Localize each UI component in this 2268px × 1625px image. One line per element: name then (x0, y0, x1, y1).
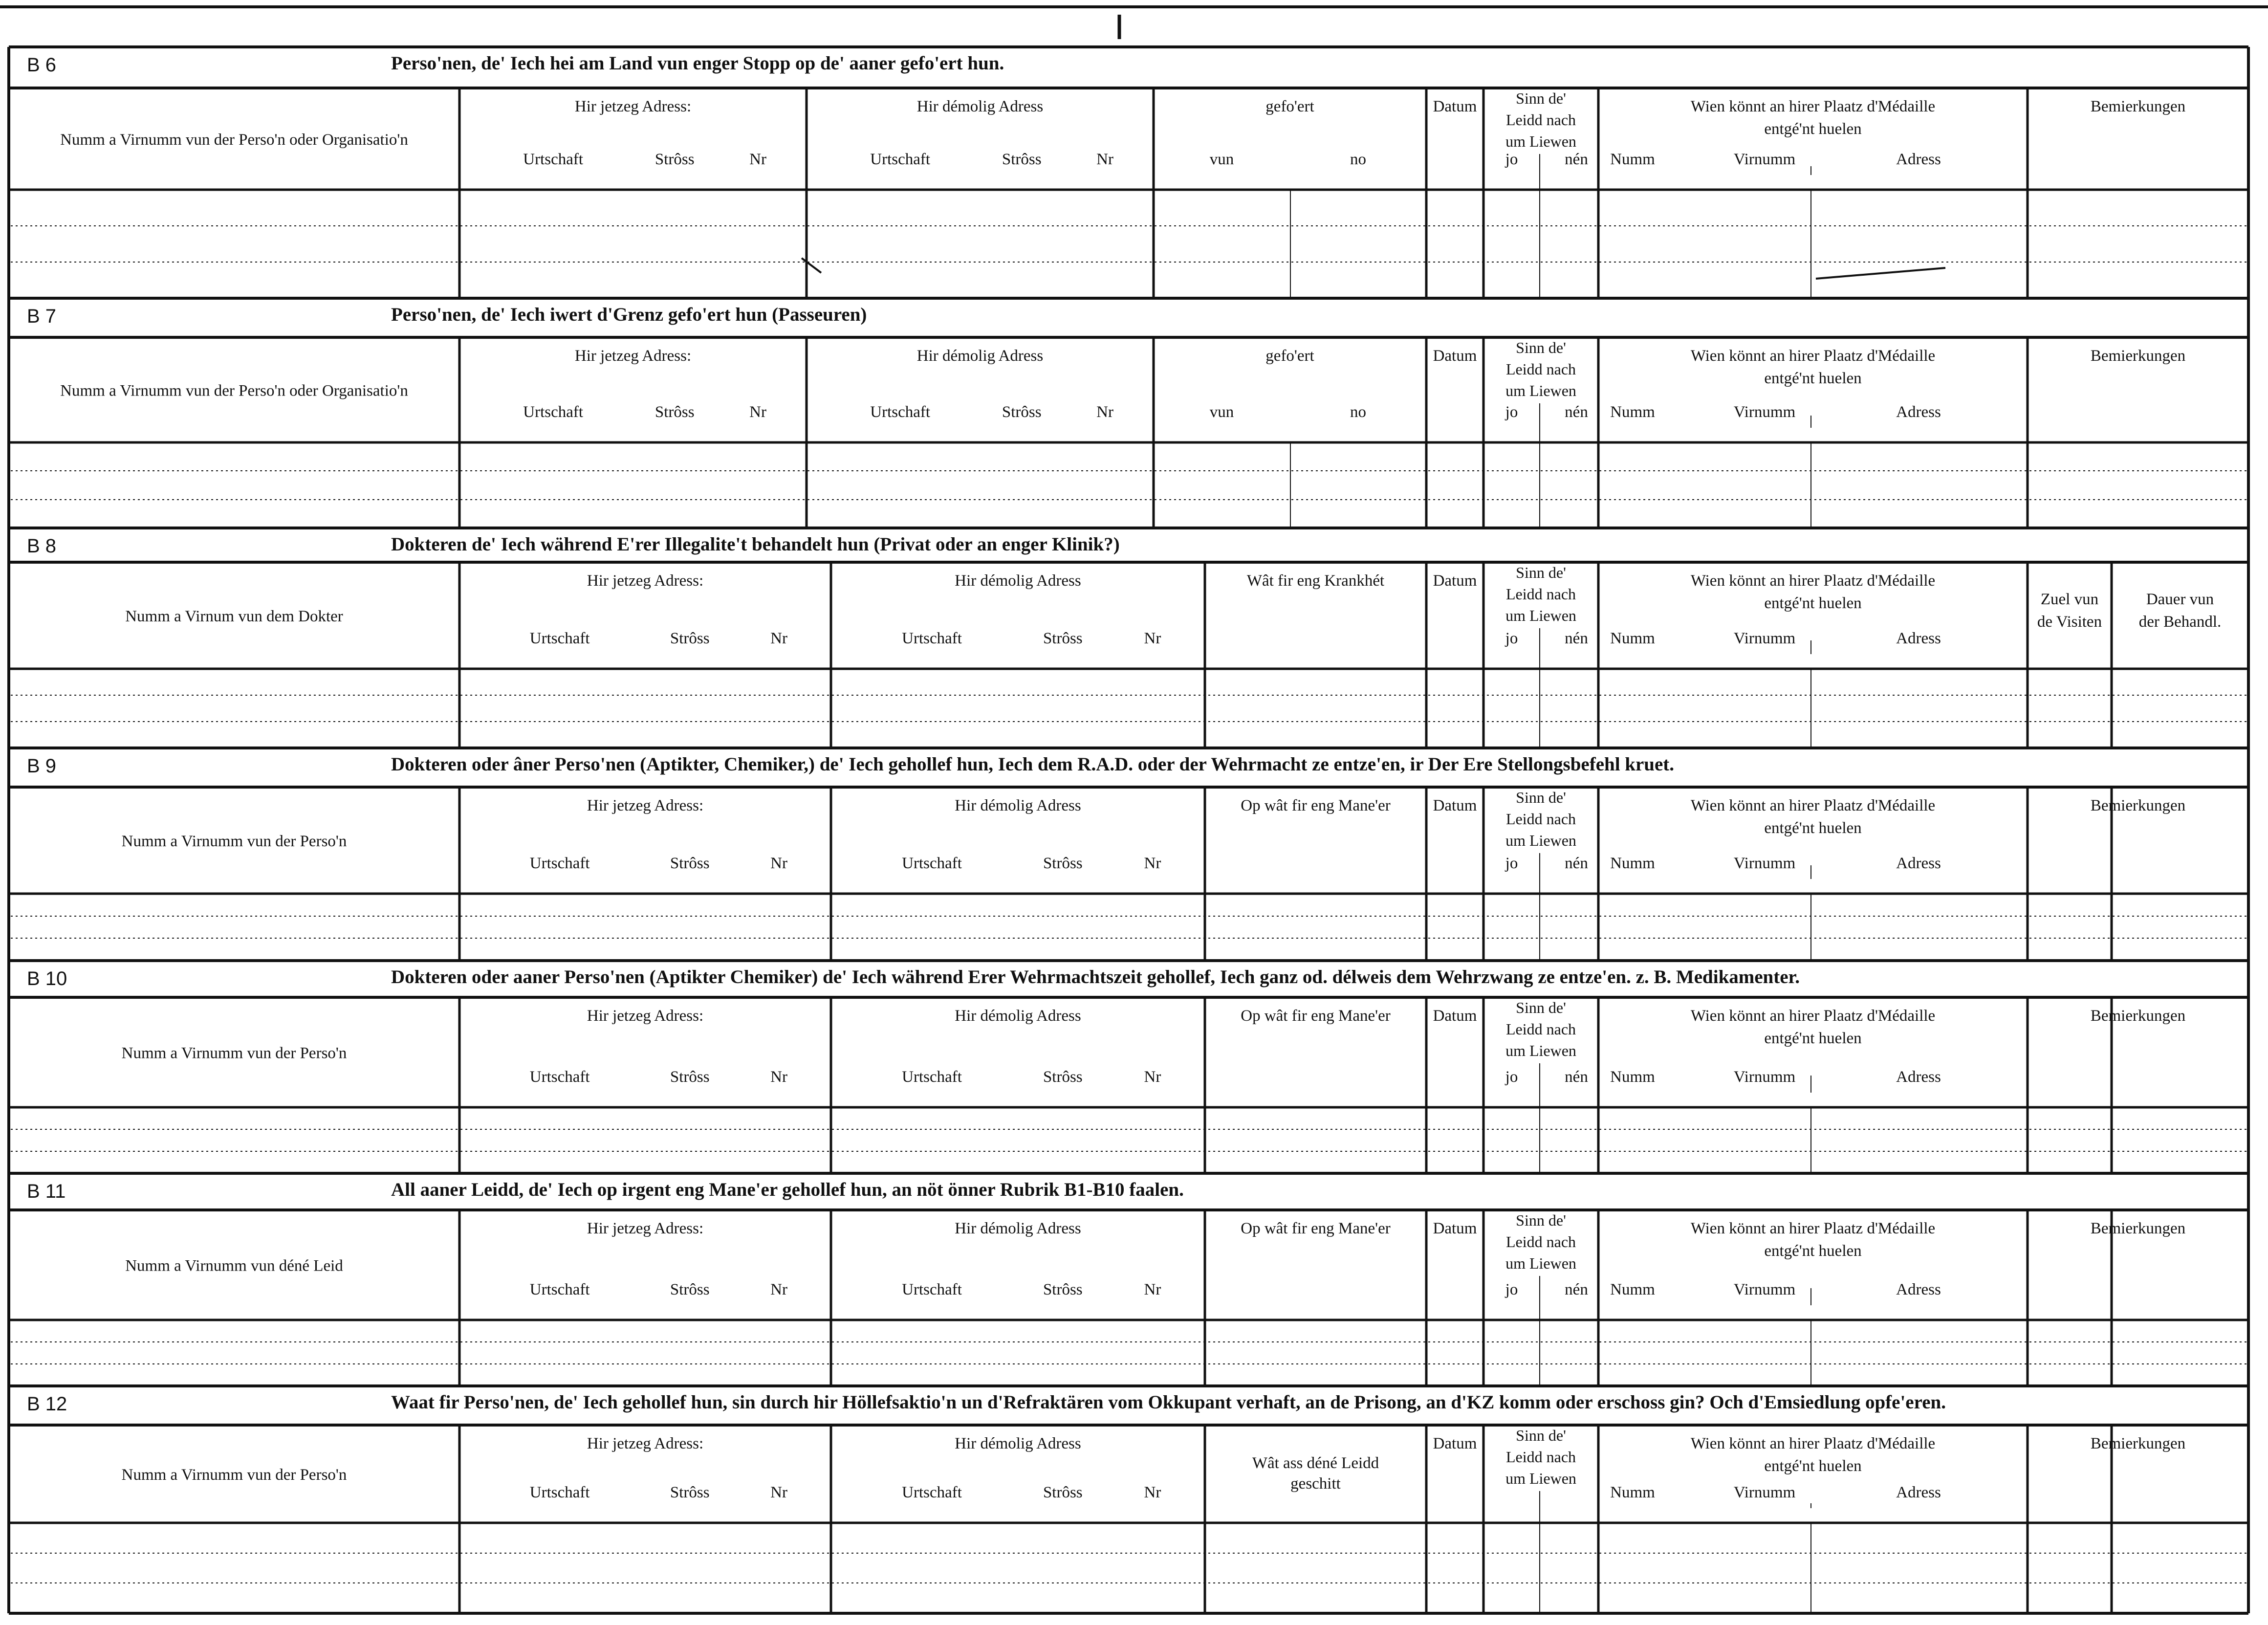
datum-label: Datum (1433, 98, 1477, 115)
datum-label: Datum (1433, 347, 1477, 365)
medaille-label: entgé'nt huelen (1764, 1030, 1862, 1047)
virnumm-label: Virnumm (1733, 1484, 1796, 1501)
virnumm-label: Virnumm (1733, 855, 1796, 872)
sinn-label: Leidd nach (1505, 360, 1576, 378)
sinn-label: Sinn de' (1516, 999, 1566, 1016)
jo-label: jo (1505, 630, 1518, 647)
section-code: B 10 (27, 968, 67, 989)
no-label: no (1350, 151, 1366, 168)
datum-label: Datum (1433, 572, 1477, 590)
nr-label: Nr (749, 151, 767, 168)
stross-label: Strôss (670, 855, 710, 872)
stross-label: Strôss (1043, 1281, 1083, 1298)
datum-label: Datum (1433, 797, 1477, 814)
medaille-label: Wien könnt an hirer Plaatz d'Médaille (1690, 347, 1936, 365)
sinn-label: Sinn de' (1516, 1211, 1566, 1229)
section-title: Dokteren oder aaner Perso'nen (Aptikter Chemiker) de' Iech während Erer Wehrmachtszeit gehollef, Iech ganz od. délweis dem Wehrzwang ze entze'en. z. B. Medikamenter. (391, 966, 1800, 988)
stross-label: Strôss (670, 1281, 710, 1298)
numm-label: Numm (1610, 1068, 1655, 1086)
datum-label: Datum (1433, 1220, 1477, 1237)
sinn-label: um Liewen (1505, 132, 1576, 150)
sinn-label: Leidd nach (1505, 1020, 1576, 1038)
sinn-label: um Liewen (1505, 1254, 1576, 1272)
current-address-label: Hir jetzeg Adress: (574, 347, 692, 365)
current-address-label: Hir jetzeg Adress: (587, 572, 704, 590)
bemierkungen-label: Bemierkungen (2090, 347, 2186, 365)
special-column-label: Wât fir eng Krankhét (1246, 572, 1385, 590)
strike-mark (802, 258, 821, 273)
section-code: B 6 (27, 54, 57, 76)
nr-label: Nr (749, 403, 767, 421)
nr-label: Nr (1144, 855, 1161, 872)
urtschaft-label: Urtschaft (529, 1281, 590, 1298)
nen-label: nén (1565, 630, 1588, 647)
section-title: Dokteren oder âner Perso'nen (Aptikter, Chemiker,) de' Iech gehollef hun, Iech dem R.A.D. oder der Wehrmacht ze entze'en, ir Der Ere Stellongsbefehl kruet. (391, 754, 1675, 775)
section-title: Perso'nen, de' Iech hei am Land vun enger Stopp op de' aaner gefo'ert hun. (391, 53, 1004, 74)
bemierkungen-label: Bemierkungen (2090, 1007, 2186, 1025)
nen-label: nén (1565, 151, 1588, 168)
name-column-label: Numm a Virnumm vun der Perso'n (121, 833, 347, 850)
sinn-label: Leidd nach (1505, 1448, 1576, 1466)
dauer-label: Dauer vun (2146, 591, 2214, 608)
virnumm-label: Virnumm (1733, 630, 1796, 647)
medaille-label: Wien könnt an hirer Plaatz d'Médaille (1690, 1007, 1936, 1025)
sinn-label: um Liewen (1505, 1470, 1576, 1487)
current-address-label: Hir jetzeg Adress: (587, 1435, 704, 1452)
special-column-label: Op wât fir eng Mane'er (1241, 797, 1391, 814)
stross-label: Strôss (654, 403, 695, 421)
virnumm-label: Virnumm (1733, 1068, 1796, 1086)
urtschaft-label: Urtschaft (902, 1068, 962, 1086)
section-code: B 9 (27, 755, 57, 777)
nr-label: Nr (1144, 1281, 1161, 1298)
stross-label: Strôss (1043, 630, 1083, 647)
numm-label: Numm (1610, 151, 1655, 168)
urtschaft-label: Urtschaft (529, 1068, 590, 1086)
numm-label: Numm (1610, 1484, 1655, 1501)
sinn-label: Leidd nach (1505, 111, 1576, 129)
handwritten-dash-mark (1816, 268, 1945, 279)
sinn-label: Leidd nach (1505, 810, 1576, 828)
jo-label: jo (1505, 1068, 1518, 1086)
medaille-label: entgé'nt huelen (1764, 594, 1862, 612)
name-column-label: Numm a Virnumm vun déné Leid (125, 1257, 343, 1275)
stross-label: Strôss (1043, 1484, 1083, 1501)
previous-address-label: Hir démolig Adress (955, 1007, 1081, 1025)
name-column-label: Numm a Virnumm vun der Perso'n (121, 1044, 347, 1062)
numm-label: Numm (1610, 855, 1655, 872)
section-code: B 7 (27, 306, 57, 327)
nen-label: nén (1565, 1281, 1588, 1298)
urtschaft-label: Urtschaft (870, 403, 931, 421)
adress-label: Adress (1896, 1068, 1941, 1086)
gefoert-label: gefo'ert (1265, 98, 1314, 115)
nr-label: Nr (770, 855, 788, 872)
current-address-label: Hir jetzeg Adress: (587, 1007, 704, 1025)
medaille-label: Wien könnt an hirer Plaatz d'Médaille (1690, 1435, 1936, 1452)
urtschaft-label: Urtschaft (870, 151, 931, 168)
datum-label: Datum (1433, 1007, 1477, 1025)
sinn-label: um Liewen (1505, 1042, 1576, 1059)
name-column-label: Numm a Virnumm vun der Perso'n oder Organisatio'n (60, 382, 408, 400)
numm-label: Numm (1610, 403, 1655, 421)
nr-label: Nr (770, 1068, 788, 1086)
special-column-label: geschitt (1290, 1475, 1341, 1493)
nr-label: Nr (1144, 1068, 1161, 1086)
sinn-label: Sinn de' (1516, 564, 1566, 581)
sinn-label: Sinn de' (1516, 89, 1566, 107)
name-column-label: Numm a Virnum vun dem Dokter (125, 608, 343, 625)
sinn-label: um Liewen (1505, 607, 1576, 624)
adress-label: Adress (1896, 630, 1941, 647)
medaille-label: Wien könnt an hirer Plaatz d'Médaille (1690, 98, 1936, 115)
stross-label: Strôss (1002, 151, 1042, 168)
nr-label: Nr (770, 630, 788, 647)
urtschaft-label: Urtschaft (902, 855, 962, 872)
urtschaft-label: Urtschaft (529, 1484, 590, 1501)
medaille-label: entgé'nt huelen (1764, 120, 1862, 138)
jo-label: jo (1505, 855, 1518, 872)
vun-label: vun (1209, 151, 1234, 168)
special-column-label: Op wât fir eng Mane'er (1241, 1007, 1391, 1025)
section-code: B 8 (27, 535, 57, 557)
medaille-label: Wien könnt an hirer Plaatz d'Médaille (1690, 1220, 1936, 1237)
urtschaft-label: Urtschaft (523, 403, 584, 421)
vun-label: vun (1209, 403, 1234, 421)
gefoert-label: gefo'ert (1265, 347, 1314, 365)
previous-address-label: Hir démolig Adress (955, 572, 1081, 590)
name-column-label: Numm a Virnumm vun der Perso'n oder Organisatio'n (60, 131, 408, 149)
urtschaft-label: Urtschaft (902, 1281, 962, 1298)
current-address-label: Hir jetzeg Adress: (587, 1220, 704, 1237)
special-column-label: Wât ass déné Leidd (1252, 1454, 1379, 1472)
nr-label: Nr (1096, 403, 1114, 421)
sinn-label: Leidd nach (1505, 1233, 1576, 1251)
jo-label: jo (1505, 403, 1518, 421)
sinn-label: Leidd nach (1505, 585, 1576, 603)
bemierkungen-label: Bemierkungen (2090, 1435, 2186, 1452)
nen-label: nén (1565, 403, 1588, 421)
sinn-label: um Liewen (1505, 832, 1576, 849)
adress-label: Adress (1896, 1484, 1941, 1501)
current-address-label: Hir jetzeg Adress: (587, 797, 704, 814)
nr-label: Nr (1144, 630, 1161, 647)
special-column-label: Op wât fir eng Mane'er (1241, 1220, 1391, 1237)
previous-address-label: Hir démolig Adress (955, 797, 1081, 814)
urtschaft-label: Urtschaft (529, 630, 590, 647)
medaille-label: Wien könnt an hirer Plaatz d'Médaille (1690, 572, 1936, 590)
nen-label: nén (1565, 855, 1588, 872)
section-code: B 11 (27, 1181, 66, 1202)
sinn-label: Sinn de' (1516, 339, 1566, 356)
bemierkungen-label: Bemierkungen (2090, 1220, 2186, 1237)
previous-address-label: Hir démolig Adress (955, 1220, 1081, 1237)
stross-label: Strôss (670, 630, 710, 647)
sinn-label: um Liewen (1505, 382, 1576, 399)
virnumm-label: Virnumm (1733, 1281, 1796, 1298)
dauer-label: der Behandl. (2138, 613, 2222, 631)
adress-label: Adress (1896, 855, 1941, 872)
stross-label: Strôss (670, 1068, 710, 1086)
section-title: All aaner Leidd, de' Iech op irgent eng Mane'er gehollef hun, an nöt önner Rubrik B1-B10 faalen. (391, 1179, 1184, 1200)
medaille-label: entgé'nt huelen (1764, 370, 1862, 387)
datum-label: Datum (1433, 1435, 1477, 1452)
nen-label: nén (1565, 1068, 1588, 1086)
numm-label: Numm (1610, 1281, 1655, 1298)
medaille-label: entgé'nt huelen (1764, 819, 1862, 837)
nr-label: Nr (1096, 151, 1114, 168)
section-title: Dokteren de' Iech während E'rer Illegalite't behandelt hun (Privat oder an enger Klinik?) (391, 534, 1120, 555)
sinn-label: Sinn de' (1516, 1427, 1566, 1444)
previous-address-label: Hir démolig Adress (955, 1435, 1081, 1452)
urtschaft-label: Urtschaft (902, 1484, 962, 1501)
stross-label: Strôss (1002, 403, 1042, 421)
nr-label: Nr (770, 1484, 788, 1501)
urtschaft-label: Urtschaft (523, 151, 584, 168)
section-title: Perso'nen, de' Iech iwert d'Grenz gefo'ert hun (Passeuren) (391, 304, 867, 325)
jo-label: jo (1505, 1281, 1518, 1298)
medaille-label: Wien könnt an hirer Plaatz d'Médaille (1690, 797, 1936, 814)
adress-label: Adress (1896, 151, 1941, 168)
stross-label: Strôss (1043, 1068, 1083, 1086)
urtschaft-label: Urtschaft (529, 855, 590, 872)
virnumm-label: Virnumm (1733, 403, 1796, 421)
sinn-label: Sinn de' (1516, 789, 1566, 806)
section-title: Waat fir Perso'nen, de' Iech gehollef hun, sin durch hir Höllefsaktio'n un d'Refraktären vom Okkupant verhaft, an de Prisong, an d'KZ komm oder erschoss gin? Och d'Emsiedlung opfe'eren. (391, 1392, 1946, 1413)
medaille-label: entgé'nt huelen (1764, 1457, 1862, 1475)
bemierkungen-label: Bemierkungen (2090, 797, 2186, 814)
urtschaft-label: Urtschaft (902, 630, 962, 647)
stross-label: Strôss (1043, 855, 1083, 872)
current-address-label: Hir jetzeg Adress: (574, 98, 692, 115)
zuel-label: de Visiten (2037, 613, 2102, 631)
nr-label: Nr (1144, 1484, 1161, 1501)
virnumm-label: Virnumm (1733, 151, 1796, 168)
stross-label: Strôss (670, 1484, 710, 1501)
previous-address-label: Hir démolig Adress (916, 98, 1044, 115)
numm-label: Numm (1610, 630, 1655, 647)
stross-label: Strôss (654, 151, 695, 168)
zuel-label: Zuel vun (2040, 591, 2099, 608)
no-label: no (1350, 403, 1366, 421)
jo-label: jo (1505, 151, 1518, 168)
medaille-label: entgé'nt huelen (1764, 1242, 1862, 1260)
section-code: B 12 (27, 1393, 67, 1415)
name-column-label: Numm a Virnumm vun der Perso'n (121, 1466, 347, 1484)
adress-label: Adress (1896, 1281, 1941, 1298)
bemierkungen-label: Bemierkungen (2090, 98, 2186, 115)
previous-address-label: Hir démolig Adress (916, 347, 1044, 365)
nr-label: Nr (770, 1281, 788, 1298)
adress-label: Adress (1896, 403, 1941, 421)
